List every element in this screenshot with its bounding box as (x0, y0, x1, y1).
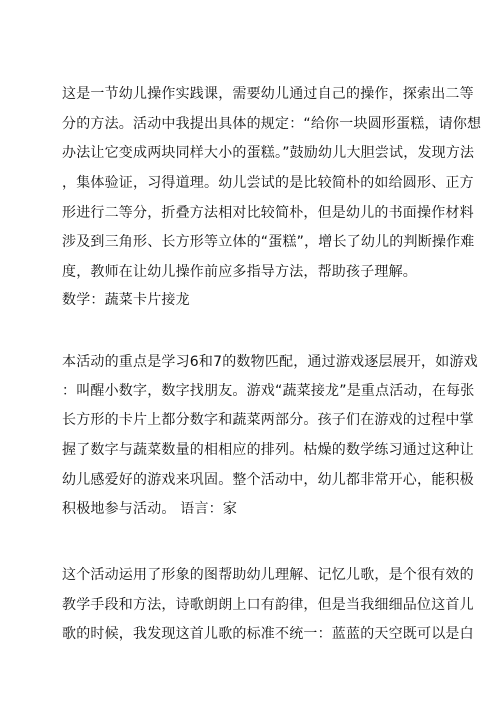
paragraph-1-line-2: 分的方法。活动中我提出具体的规定：“给你一块圆形蛋糕，请你想 (62, 116, 482, 132)
paragraph-1-line-3: 办法让它变成两块同样大小的蛋糕。”鼓励幼儿大胆尝试，发现方法 (62, 145, 475, 161)
paragraph-3-line-2: 教学手段和方法，诗歌朗朗上口有韵律，但是当我细细品位这首儿 (62, 597, 474, 613)
paragraph-1-line-5: 形进行二等分，折叠方法相对比较简朴，但是幼儿的书面操作材料 (62, 205, 474, 221)
paragraph-2-line-5: 幼儿感爱好的游戏来巩固。整个活动中，幼儿都非常开心，能积极 (62, 472, 474, 488)
paragraph-1-line-6: 涉及到三角形、长方形等立体的“蛋糕”，增长了幼儿的判断操作难 (62, 234, 475, 250)
paragraph-1-line-4: ，集体验证，习得道理。幼儿尝试的是比较简朴的如给圆形、正方 (62, 175, 474, 191)
paragraph-3-line-1: 这个活动运用了形象的图帮助幼儿理解、记忆儿歌，是个很有效的 (62, 567, 474, 583)
paragraph-2-line-3: 长方形的卡片上都分数字和蔬菜两部分。孩子们在游戏的过程中掌 (62, 412, 474, 428)
paragraph-2-line-2: ：叫醒小数字，数字找朋友。游戏“蔬菜接龙”是重点活动，在每张 (62, 383, 475, 399)
paragraph-3-line-3: 歌的时候，我发现这首儿歌的标准不统一：蓝蓝的天空既可以是白 (62, 626, 474, 642)
paragraph-1-line-1: 这是一节幼儿操作实践课，需要幼儿通过自己的操作，探索出二等 (62, 86, 474, 102)
paragraph-2-line-6: 积极地参与活动。 语言：家 (62, 501, 238, 517)
paragraph-2-line-4: 握了数字与蔬菜数量的相相应的排列。枯燥的数学练习通过这种让 (62, 442, 474, 458)
paragraph-1-line-7: 度，教师在让幼儿操作前应多指导方法，帮助孩子理解。 (62, 264, 417, 280)
section-heading-math: 数学：蔬菜卡片接龙 (62, 292, 190, 308)
paragraph-2-line-1: 本活动的重点是学习6和7的数物匹配，通过游戏逐层展开，如游戏 (62, 354, 478, 370)
